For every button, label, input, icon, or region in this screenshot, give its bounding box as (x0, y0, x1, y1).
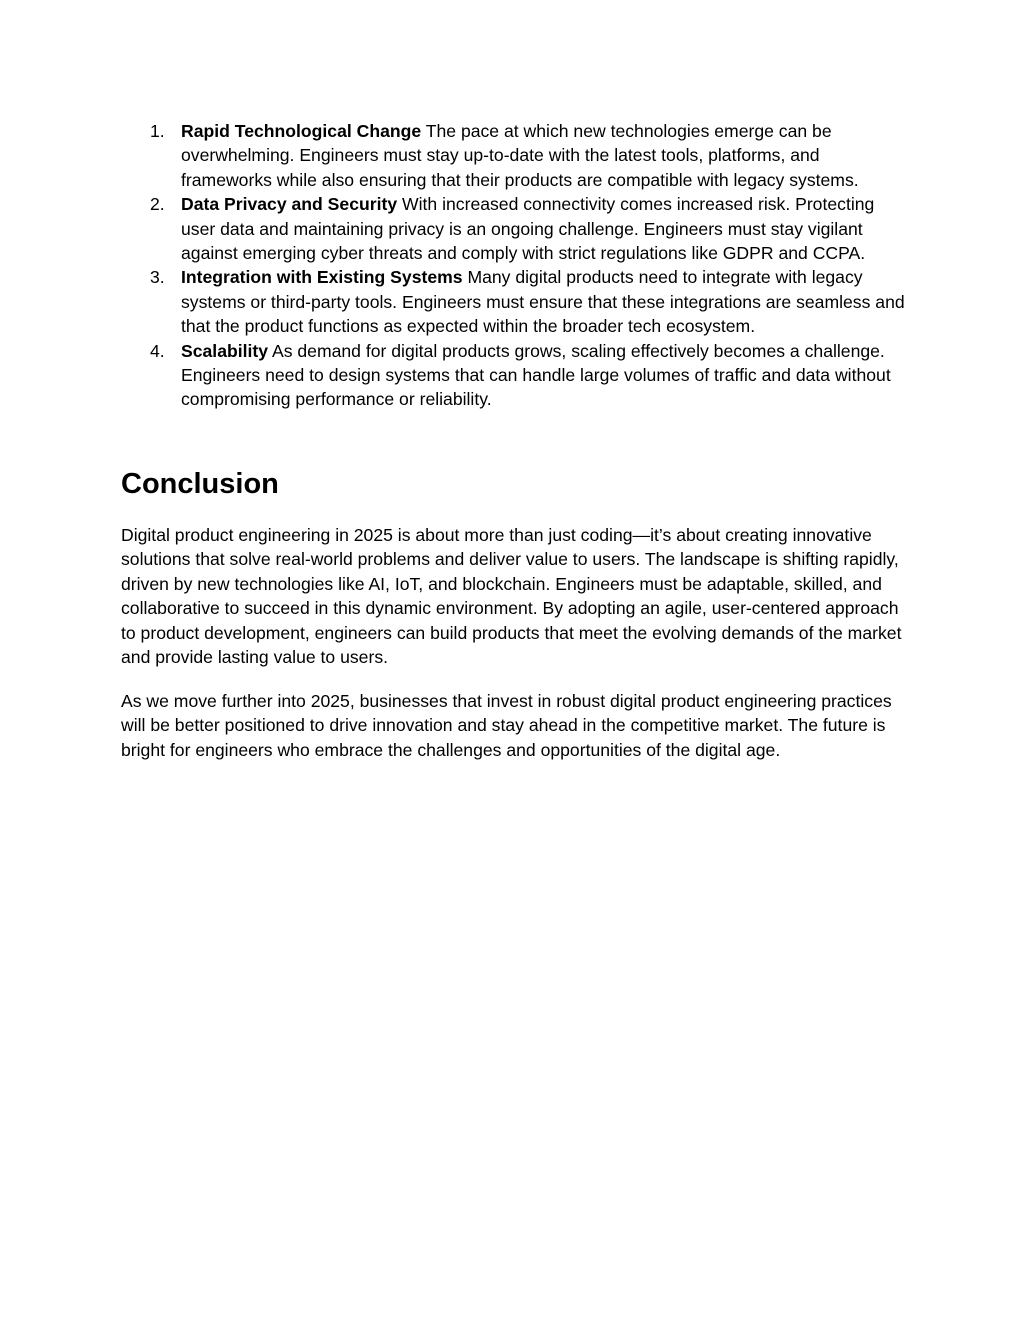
list-item-title: Integration with Existing Systems (181, 267, 463, 288)
challenges-list (121, 119, 911, 412)
list-item-number: 3. (150, 267, 165, 288)
list-item (121, 265, 911, 338)
list-item-text: The pace at which new technologies emerge can be overwhelming. Engineers must stay up-to-date with the latest tools, platforms, and frameworks while also ensuring that their products are compatible with legacy systems. (181, 121, 859, 190)
list-item (121, 119, 911, 192)
conclusion-paragraph: As we move further into 2025, businesses that invest in robust digital product engineering practices will be better positioned to drive innovation and stay ahead in the competitive market. The future is bright for engineers who embrace the challenges and opportunities of the digital age. (121, 691, 892, 760)
list-item-number: 2. (150, 194, 165, 215)
list-item-text: With increased connectivity comes increased risk. Protecting user data and maintaining privacy is an ongoing challenge. Engineers must stay vigilant against emerging cyber threats and comply with strict regulations like GDPR and CCPA. (181, 194, 875, 264)
conclusion-heading: Conclusion (121, 468, 279, 500)
list-item (121, 192, 911, 265)
list-item-text: As demand for digital products grows, scaling effectively becomes a challenge. Engineers need to design systems that can handle large volumes of traffic and data without compromising performance or reliability. (181, 340, 891, 410)
list-item-title: Rapid Technological Change (181, 121, 422, 141)
list-item (121, 339, 911, 412)
conclusion-paragraph: Digital product engineering in 2025 is about more than just coding—it’s about creating innovative solutions that solve real-world problems and deliver value to users. The landscape is shifting rapidly, driven by new technologies like AI, IoT, and blockchain. Engineers must be adaptable, skilled, and collaborative to succeed in this dynamic environment. By adopting an agile, user-centered approach to product development, engineers can build products that meet the evolving demands of the market and provide lasting value to users. (121, 525, 902, 668)
list-item-number: 4. (150, 340, 165, 361)
list-item-text: Many digital products need to integrate with legacy systems or third-party tools. Engineers must ensure that these integrations are seamless and that the product functions as expected within the broader tech ecosystem. (181, 267, 905, 337)
list-item-title: Data Privacy and Security (181, 194, 398, 215)
list-item-number: 1. (150, 121, 165, 141)
list-item-title: Scalability (181, 340, 269, 361)
